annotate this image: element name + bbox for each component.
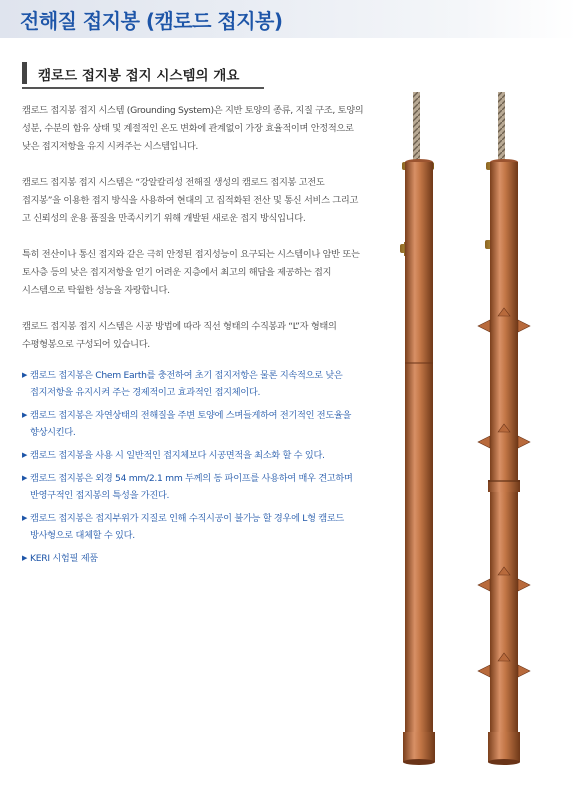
ground-rod-left-icon [400, 92, 435, 765]
section-heading-underline [22, 87, 264, 89]
bullet-text: 캠로드 접지봉은 접지부위가 지질로 인해 수직시공이 불가능 할 경우에 L형 캠로드 방사형으로 대체할 수 있다. [30, 513, 345, 541]
overview-paragraphs [22, 102, 364, 372]
title-bar [0, 0, 577, 38]
paragraph-2: 캠로드 접지봉 접지 시스템은 “강알칼리성 전해질 생성의 캠로드 접지봉 고전도 접지봉”을 이용한 접지 방식을 사용하여 현대의 고 집적화된 전산 및 통신 서비스 그리고 고 신뢰성의 운용 품질을 만족시키기 위해 개발된 새로운 접지 방식입니다. [22, 177, 359, 224]
bullet-item [22, 367, 364, 401]
bullet-item [22, 407, 364, 441]
bullet-item [22, 510, 364, 544]
triangle-bullet-icon: ▶ [22, 474, 28, 482]
triangle-bullet-icon: ▶ [22, 514, 28, 522]
triangle-bullet-icon: ▶ [22, 554, 28, 562]
page-title: 전해질 접지봉 (캠로드 접지봉) [20, 9, 283, 33]
section-heading-block [22, 62, 264, 90]
bullet-text: 캠로드 접지봉은 Chem Earth를 충전하여 초기 접지저항은 물론 지속적으로 낮은 접지저항을 유지시켜 주는 경제적이고 효과적인 접지체이다. [30, 370, 343, 398]
ground-rod-right-icon [478, 92, 530, 765]
triangle-bullet-icon: ▶ [22, 371, 28, 379]
bullet-text: 캠로드 접지봉을 사용 시 일반적인 접지체보다 시공면적을 최소화 할 수 있다. [30, 450, 325, 461]
paragraph-1: 캠로드 접지봉 접지 시스템 (Grounding System)은 지반 토양의 종류, 지질 구조, 토양의 성분, 수분의 함유 상태 및 계절적인 온도 변화에 관계없이 가장 효율적이며 안정적으로 낮은 접지저항을 유지 시켜주는 시스템입니다. [22, 105, 364, 152]
paragraph-3: 특히 전산이나 통신 접지와 같은 극히 안정된 접지성능이 요구되는 시스템이나 암반 또는 토사층 등의 낮은 접지저항을 얻기 어려운 지층에서 최고의 해답을 제공하는 접지 시스템으로 탁월한 성능을 자랑합니다. [22, 249, 360, 296]
paragraph-4: 캠로드 접지봉 접지 시스템은 시공 방법에 따라 직선 형태의 수직봉과 “L”자 형태의 수평형봉으로 구성되어 있습니다. [22, 321, 337, 350]
bullet-item [22, 550, 364, 567]
section-heading: 캠로드 접지봉 접지 시스템의 개요 [38, 68, 240, 84]
feature-bullet-list [22, 367, 364, 573]
triangle-bullet-icon: ▶ [22, 411, 28, 419]
section-heading-marker [22, 62, 27, 84]
triangle-bullet-icon: ▶ [22, 451, 28, 459]
bullet-item [22, 470, 364, 504]
bullet-item [22, 447, 364, 464]
bullet-text: 캠로드 접지봉은 자연상태의 전해질을 주변 토양에 스며들게하여 전기적인 전도율을 향상시킨다. [30, 410, 352, 438]
ground-rod-illustration [382, 92, 577, 792]
bullet-text: KERI 시험필 제품 [30, 553, 98, 564]
bullet-text: 캠로드 접지봉은 외경 54 mm/2.1 mm 두께의 동 파이프를 사용하여 매우 견고하며 반영구적인 접지봉의 특성을 가진다. [30, 473, 353, 501]
